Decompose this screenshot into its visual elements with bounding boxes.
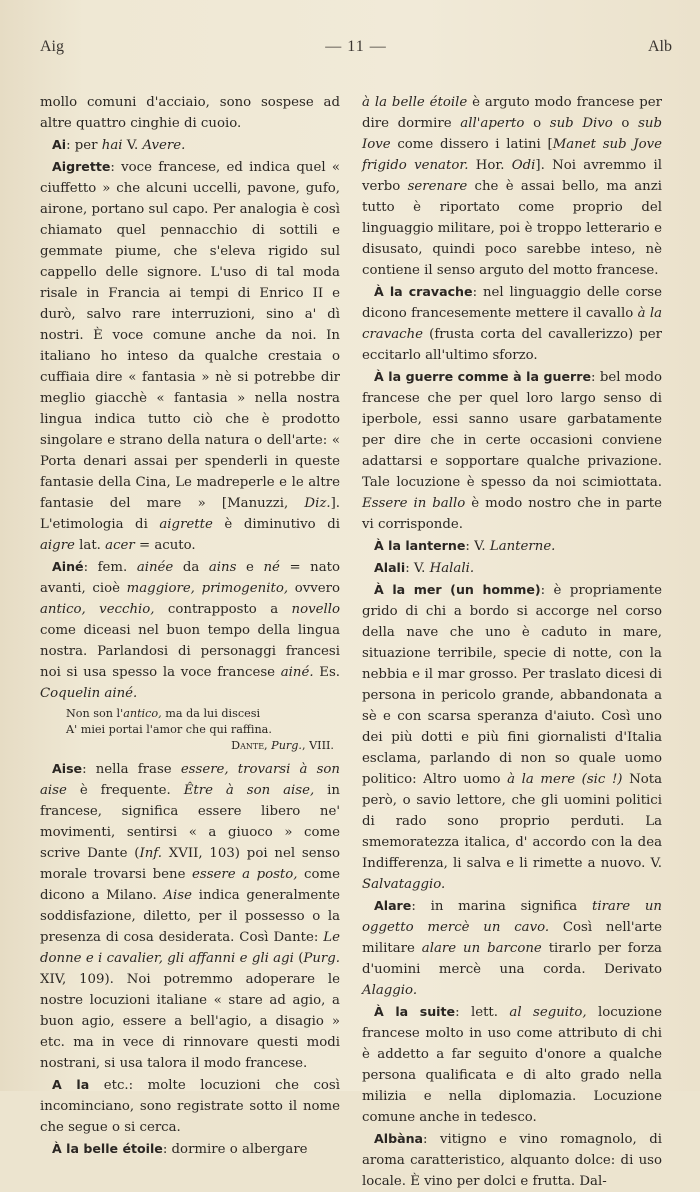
left-column bbox=[40, 92, 340, 1192]
header-right-guideword: Alb bbox=[648, 38, 672, 55]
continued-paragraph: à la belle étoile è arguto modo francese per dire dormire all'aperto o sub Divo o sub Iove come dissero i latini [Manet sub Jove frigido venator. Hor. Odi]. Noi avremmo il verbo serenare che è assai bello, ma anzi tutto è riportato come proprio del linguaggio militare, poi è troppo letterario e disusato, quindi poco sarebbe inteso, nè contiene il senso arguto del motto francese. bbox=[362, 95, 662, 278]
verse-quotation: Non son l'antico, ma da lui discesi A' miei portai l'amor che qui raffina. Dante, Purg., VIII. bbox=[40, 706, 340, 754]
headword: Alali bbox=[374, 560, 406, 575]
headword: À la belle étoile bbox=[52, 1141, 163, 1156]
text-columns bbox=[40, 92, 672, 1192]
headword: À la lanterne bbox=[374, 538, 466, 553]
page-header bbox=[40, 38, 672, 78]
headword: À la mer (un homme) bbox=[374, 582, 541, 597]
entry-aise: Aise: nella frase essere, trovarsi à son aise è frequente. Être à son aise, in francese, significa essere libero ne' movimenti, sentirsi « a giuoco » come scrive Dante (Inf. XVII, 103) poi nel senso morale trovarsi bene essere a posto, come dicono a Milano. Aise indica generalmente soddisfazione, diletto, per il possesso o la presenza di cosa desiderata. Così Dante: Le donne e i cavalier, gli affanni e gli agi (Purg. XIV, 109). Noi potremmo adoperare le nostre locuzioni italiane « stare ad agio, a buon agio, essere a bell'agio, a disagio » etc. ma in vece di rinnovare questi modi nostrani, si usa talora il modo francese. bbox=[40, 761, 340, 1071]
entry-a-la-cravache: À la cravache: nel linguaggio delle corse dicono francesemente mettere il cavallo à la cravache (frusta corta del cavallerizzo) per eccitarlo all'ultimo sforzo. bbox=[362, 284, 662, 363]
entry-a-la-suite: À la suite: lett. al seguito, locuzione francese molto in uso come attributo di chi è addetto a far seguito d'onore a qualche persona qualificata e di alto grado nella milizia e nella diplomazia. Locuzione comune anche in tedesco. bbox=[362, 1004, 663, 1125]
page-number: — 11 — bbox=[325, 38, 387, 55]
headword: A la bbox=[52, 1077, 90, 1092]
entry-aine: Ainé: fem. ainée da ains e né = nato avanti, cioè maggiore, primogenito, ovvero antico, vecchio, contrapposto a novello come diceasi nel buon tempo della lingua nostra. Parlandosi di personaggi francesi noi si usa spesso la voce francese ainé. Es. Coquelin ainé. bbox=[40, 559, 340, 701]
entry-a-la-guerre: À la guerre comme à la guerre: bel modo francese che per quel loro largo senso di iperbole, essi sanno usare garbatamente per dire che in certe occasioni conviene adattarsi e sopportare qualche privazione. Tale locuzione è spesso da noi scimiottata. Essere in ballo è modo nostro che in parte vi corrisponde. bbox=[362, 369, 662, 532]
entry-alare: Alare: in marina significa tirare un oggetto mercè un cavo. Così nell'arte militare alare un barcone tirarlo per forza d'uomini mercè una corda. Derivato Alaggio. bbox=[362, 898, 662, 998]
headword: Ai bbox=[52, 137, 67, 152]
quotation-source: Dante, Purg., VIII. bbox=[231, 739, 334, 752]
entry-ai: Ai: per hai V. Avere. bbox=[52, 137, 186, 153]
entry-albana: Albàna: vitigno e vino romagnolo, di aroma caratteristico, alquanto dolce: di uso locale. È vino per dolci e frutta. Dal- bbox=[362, 1131, 662, 1189]
headword: Albàna bbox=[374, 1131, 424, 1146]
headword: À la guerre comme à la guerre bbox=[374, 369, 591, 384]
entry-alali: Alali: V. Halali. bbox=[374, 560, 475, 576]
entry-a-la-belle-etoile: À la belle étoile: dormire o albergare bbox=[52, 1141, 308, 1157]
headword: À la cravache bbox=[374, 284, 473, 299]
headword: Aise bbox=[52, 761, 83, 776]
entry-aigrette: Aigrette: voce francese, ed indica quel « ciuffetto » che alcuni uccelli, pavone, gufo, airone, portano sul capo. Per analogia è così chiamato quel pennacchio di sottili e gemmate piume, che s'eleva rigido sul cappello delle signore. L'uso di tal moda risale in Francia ai tempi di Enrico II e durò, salvo rare interruzioni, sino a' dì nostri. È voce comune anche da noi. In italiano ho inteso da qualche crestaia o cuffiaia dire « fantasia » nè si potrebbe dir meglio giacchè « fantasia » nella nostra lingua indica tutto ciò che è prodotto singolare e strano della natura o dell'arte: « Porta denari assai per spenderli in queste fantasie della Cina, Le madreperle e le altre fantasie del mare » [Manuzzi, Diz.]. L'etimologia di aigrette è diminutivo di aigre lat. acer = acuto. bbox=[40, 159, 340, 553]
continued-paragraph: mollo comuni d'acciaio, sono sospese ad altre quattro cinghie di cuoio. bbox=[40, 95, 340, 131]
entry-a-la-mer: À la mer (un homme): è propriamente grido di chi a bordo si accorge nel corso della nave che uno è caduto in mare, situazione terribile, specie di notte, con la nebbia e il mar grosso. Per traslato dicesi di persona in pericolo grande, abbandonata a sè e con scarsa speranza d'aiuto. Così uno dei più dotti e più fini giornalisti d'Italia esclama, parlando di non so quale uomo politico: Altro uomo à la mere (sic !) Nota però, o savio lettore, che gli uomini politici di rado sono proprio perduti. La smemoratezza italica, d' accordo con la dea Indifferenza, li salva e li rimette a nuovo. V. Salvataggio. bbox=[362, 582, 663, 892]
entry-a-la: A la etc.: molte locuzioni che così incominciano, sono registrate sotto il nome che segue o si cerca. bbox=[40, 1077, 340, 1135]
headword: Ainé bbox=[52, 559, 84, 574]
headword: À la suite bbox=[374, 1004, 456, 1019]
headword: Aigrette bbox=[52, 159, 111, 174]
right-column bbox=[362, 92, 662, 1192]
header-left-guideword: Aig bbox=[40, 38, 64, 55]
headword: Alare bbox=[374, 898, 412, 913]
entry-a-la-lanterne: À la lanterne: V. Lanterne. bbox=[374, 538, 556, 554]
